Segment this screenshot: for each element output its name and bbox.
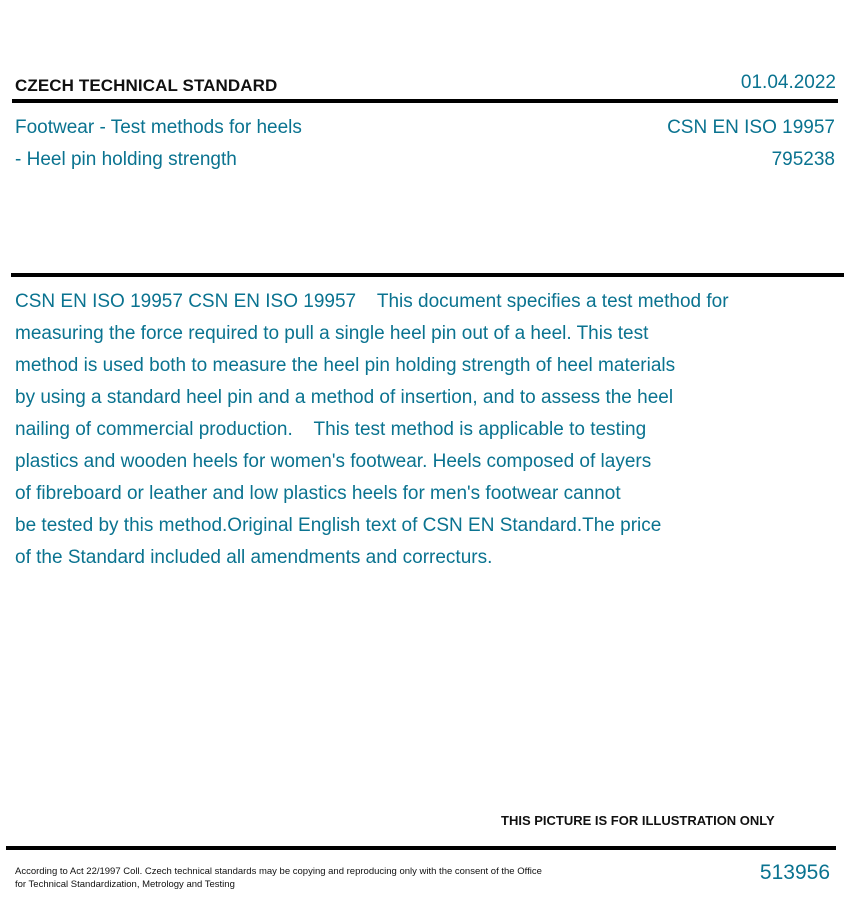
description-line: method is used both to measure the heel pin holding strength of heel materials xyxy=(15,355,676,376)
footer-divider xyxy=(6,846,836,850)
legal-notice xyxy=(15,865,615,891)
legal-line: According to Act 22/1997 Coll. Czech technical standards may be copying and reproducing only with the consent of the Office xyxy=(15,866,542,877)
document-title-line1: Footwear - Test methods for heels xyxy=(15,117,302,138)
description-line: measuring the force required to pull a single heel pin out of a heel. This test xyxy=(15,323,649,344)
description-line: CSN EN ISO 19957 CSN EN ISO 19957 This document specifies a test method for xyxy=(15,291,729,312)
standard-code: CSN EN ISO 19957 xyxy=(667,117,835,138)
title-divider xyxy=(11,273,844,277)
description-line: nailing of commercial production. This test method is applicable to testing xyxy=(15,419,647,440)
illustration-note: THIS PICTURE IS FOR ILLUSTRATION ONLY xyxy=(501,813,775,828)
header-divider xyxy=(12,99,838,103)
catalog-number: 795238 xyxy=(771,149,835,170)
description-line: plastics and wooden heels for women's footwear. Heels composed of layers xyxy=(15,451,652,472)
description-text xyxy=(15,286,837,574)
description-line: by using a standard heel pin and a method of insertion, and to assess the heel xyxy=(15,387,674,408)
standard-label: CZECH TECHNICAL STANDARD xyxy=(15,76,278,95)
description-line: be tested by this method.Original English text of CSN EN Standard.The price xyxy=(15,515,662,536)
publication-date: 01.04.2022 xyxy=(740,72,836,93)
description-line: of fibreboard or leather and low plastics heels for men's footwear cannot xyxy=(15,483,621,504)
description-line: of the Standard included all amendments and correcturs. xyxy=(15,547,493,568)
document-id: 513956 xyxy=(759,861,830,884)
legal-line: for Technical Standardization, Metrology and Testing xyxy=(15,879,235,890)
document-title-line2: - Heel pin holding strength xyxy=(15,149,237,170)
